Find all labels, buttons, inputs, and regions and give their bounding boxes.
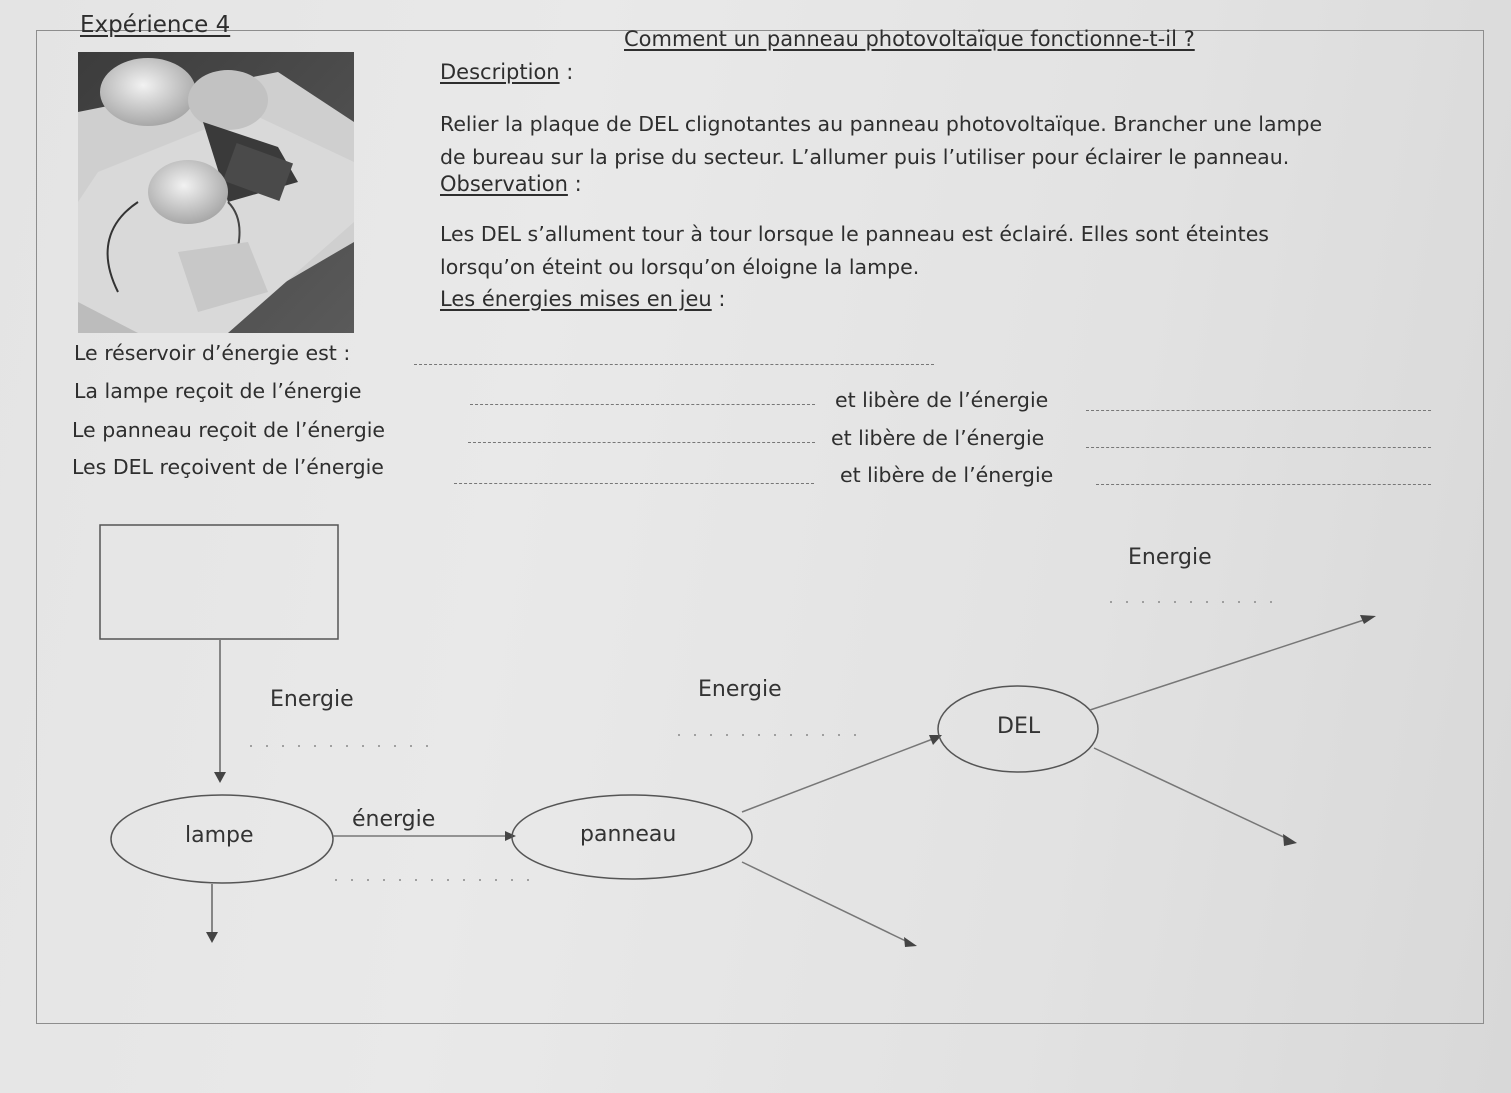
del-node-label: DEL <box>997 714 1041 739</box>
observation-heading: Observation : <box>440 172 582 196</box>
description-line-2: de bureau sur la prise du secteur. L’allumer puis l’utiliser pour éclairer le panneau. <box>440 145 1290 169</box>
arrowhead-panneau-out <box>904 937 917 947</box>
observation-line-1: Les DEL s’allument tour à tour lorsque le panneau est éclairé. Elles sont éteintes <box>440 222 1269 246</box>
panneau-output-arrow <box>742 862 912 944</box>
experiment-title: Expérience 4 <box>80 12 231 38</box>
energie-mid-label: Energie <box>698 677 782 702</box>
arrowhead-down-1 <box>214 772 226 783</box>
arrowhead-down-2 <box>206 932 218 943</box>
del-question: Les DEL reçoivent de l’énergie <box>72 455 384 479</box>
observation-line-2: lorsqu’on éteint ou lorsqu’on éloigne la lampe. <box>440 255 920 279</box>
energie-lower-label: énergie <box>352 807 436 832</box>
lampe-question: La lampe reçoit de l’énergie <box>74 379 362 403</box>
del-output-arrow-up <box>1090 618 1370 710</box>
description-heading: Description : <box>440 60 574 84</box>
del-libere-label: et libère de l’énergie <box>840 463 1054 487</box>
lampe-libere-label: et libère de l’énergie <box>835 388 1049 412</box>
energie-left-label: Energie <box>270 687 354 712</box>
lampe-node-label: lampe <box>185 823 254 848</box>
arrowhead-right-1 <box>505 831 516 841</box>
panneau-node-label: panneau <box>580 822 677 847</box>
reservoir-question: Le réservoir d’énergie est : <box>74 341 351 365</box>
panneau-libere-label: et libère de l’énergie <box>831 426 1045 450</box>
experiment-question: Comment un panneau photovoltaïque fonctionne-t-il ? <box>624 27 1195 51</box>
reservoir-box[interactable] <box>100 525 338 639</box>
description-line-1: Relier la plaque de DEL clignotantes au panneau photovoltaïque. Brancher une lampe <box>440 112 1323 136</box>
del-output-arrow-down <box>1094 748 1290 840</box>
arrowhead-del-down <box>1283 834 1297 846</box>
panneau-to-del-arrow <box>742 737 938 812</box>
panneau-question: Le panneau reçoit de l’énergie <box>72 418 386 442</box>
energie-top-label: Energie <box>1128 545 1212 570</box>
arrowhead-del-up <box>1360 615 1376 624</box>
energies-heading: Les énergies mises en jeu : <box>440 287 726 311</box>
